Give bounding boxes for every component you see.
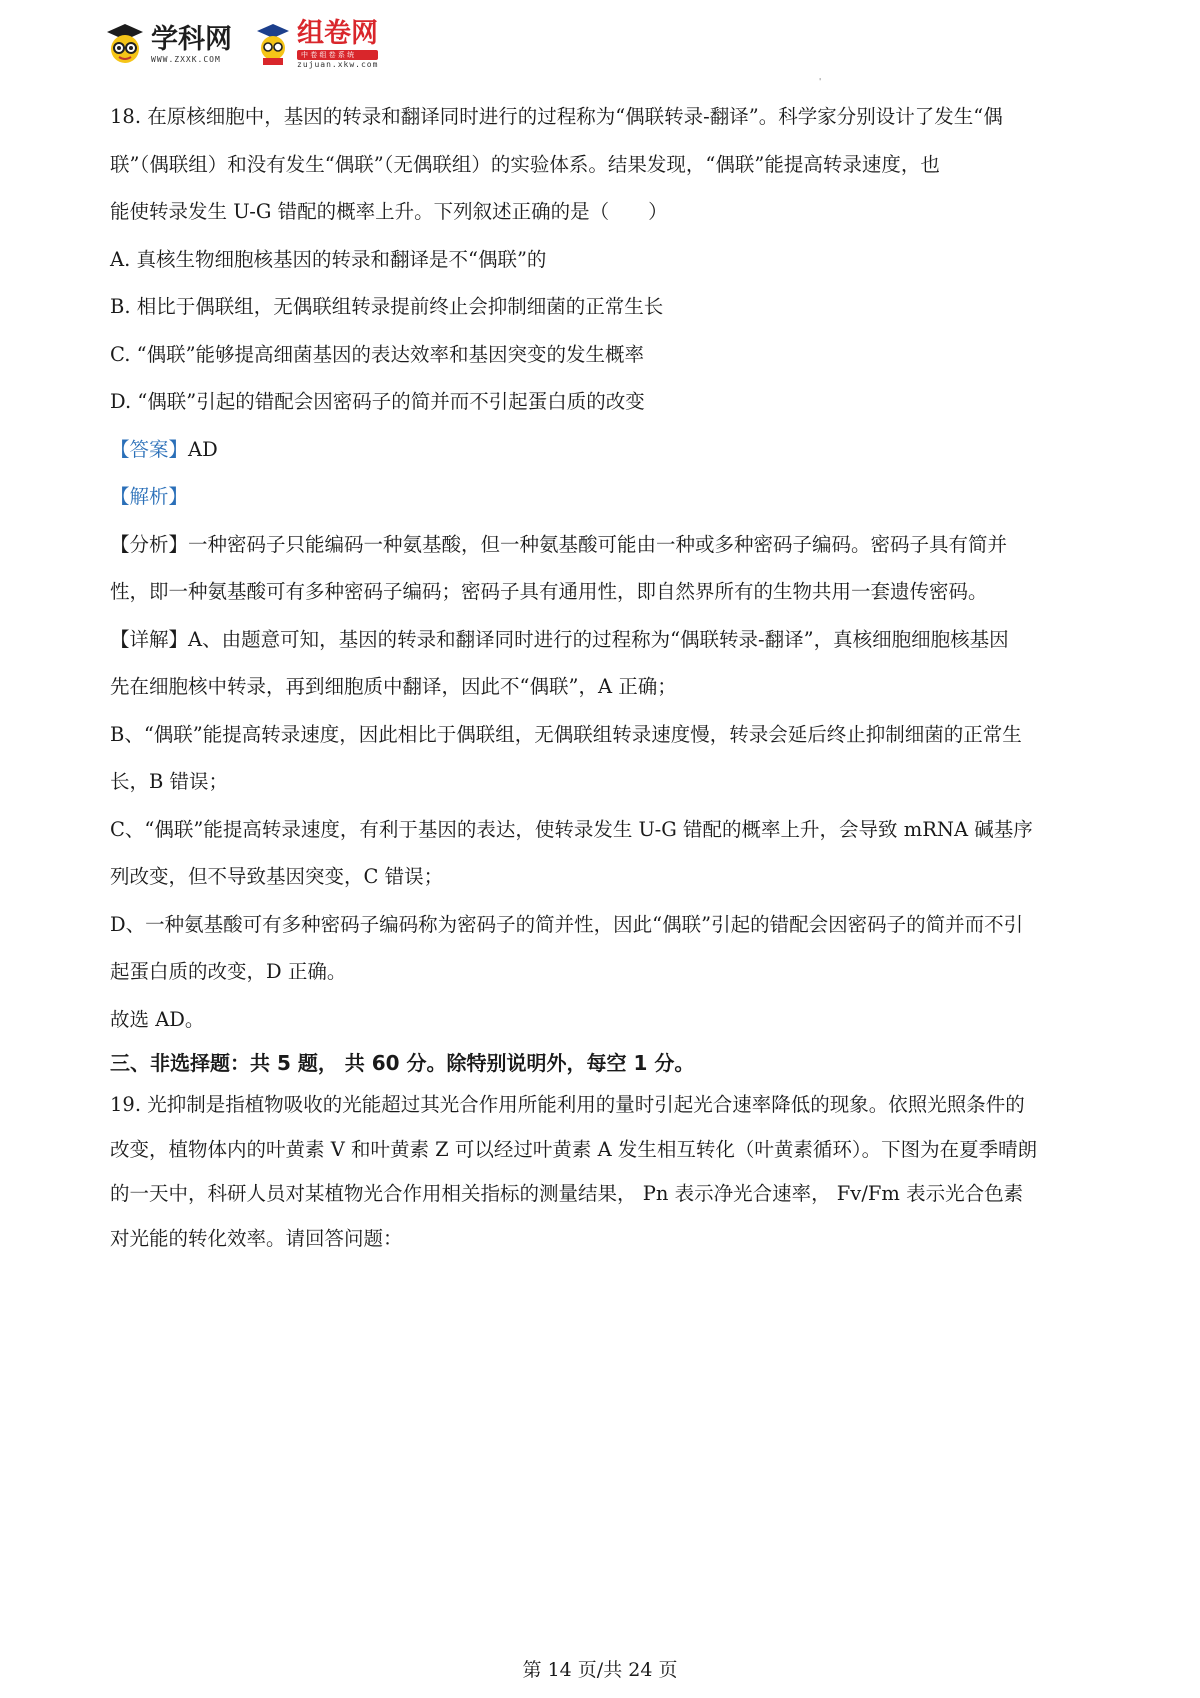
- q18-stem-line-1: 18. 在原核细胞中，基因的转录和翻译同时进行的过程称为“偶联转录-翻译”。科学家分别设计了发生“偶: [110, 105, 1003, 128]
- zujuanwang-logo: [255, 18, 378, 70]
- xiangjie-line-4: 长，B 错误；: [110, 770, 229, 793]
- q18-stem-line-3: 能使转录发生 U-G 错配的概率上升。下列叙述正确的是（ ）: [110, 200, 668, 223]
- zujuanwang-logo-text: 组卷网: [297, 18, 378, 49]
- q19-stem-line-2: 改变，植物体内的叶黄素 V 和叶黄素 Z 可以经过叶黄素 A 发生相互转化（叶黄素循环）。下图为在夏季晴朗: [110, 1137, 1038, 1161]
- zujuanwang-url: zujuan.xkw.com: [297, 60, 379, 69]
- answer-tag: 【答案】: [110, 437, 189, 461]
- xiangjie-line-6: 列改变，但不导致基因突变，C 错误；: [110, 865, 444, 888]
- xiangjie-line-1: 【详解】A、由题意可知，基因的转录和翻译同时进行的过程称为“偶联转录-翻译”，真核细胞细胞核基因: [110, 627, 1009, 651]
- xuekewang-logo: [105, 18, 232, 70]
- xiangjie-line-9: 故选 AD。: [110, 1007, 205, 1031]
- q18-answer: [110, 426, 1100, 474]
- xiangjie-line-7: D、一种氨基酸可有多种密码子编码称为密码子的简并性，因此“偶联”引起的错配会因密码子的简并而不引: [110, 912, 1024, 936]
- mascot-icon: [255, 22, 291, 66]
- xiangjie-line-2: 先在细胞核中转录，再到细胞质中翻译，因此不“偶联”，A 正确；: [110, 675, 677, 698]
- xuekewang-logo-text: 学科网: [151, 23, 232, 55]
- analysis-tag: 【解析】: [110, 485, 189, 508]
- q19-stem-line-1: 19. 光抑制是指植物吸收的光能超过其光合作用所能利用的量时引起光合速率降低的现象。依照光照条件的: [110, 1093, 1025, 1116]
- mascot-icon: [105, 22, 145, 66]
- q19-stem-line-4: 对光能的转化效率。请回答问题：: [110, 1226, 403, 1250]
- page-mark: ': [819, 77, 822, 86]
- q18-stem-line-2: 联”（偶联组）和没有发生“偶联”（无偶联组）的实验体系。结果发现，“偶联”能提高转录速度，也: [110, 152, 940, 176]
- zujuanwang-tagline: 中 卷 组 卷 系 统: [297, 50, 378, 60]
- q18-option-d: D. “偶联”引起的错配会因密码子的简并而不引起蛋白质的改变: [110, 390, 645, 413]
- xiangjie-line-3: B、“偶联”能提高转录速度，因此相比于偶联组，无偶联组转录速度慢，转录会延后终止抑制细菌的正常生: [110, 722, 1022, 746]
- fenxi-line-1: 【分析】一种密码子只能编码一种氨基酸，但一种氨基酸可能由一种或多种密码子编码。密码子具有简并: [110, 532, 1008, 556]
- q19-stem-line-3: 的一天中，科研人员对某植物光合作用相关指标的测量结果， Pn 表示净光合速率， Fv/Fm 表示光合色素: [110, 1182, 1024, 1205]
- q18-option-b: B. 相比于偶联组，无偶联组转录提前终止会抑制细菌的正常生长: [110, 295, 664, 318]
- q18-option-a: A. 真核生物细胞核基因的转录和翻译是不“偶联”的: [110, 247, 547, 271]
- answer-value: AD: [188, 437, 218, 461]
- section-heading: 三、非选择题：共 5 题， 共 60 分。除特别说明外，每空 1 分。: [110, 1051, 695, 1075]
- page-content: [110, 93, 1100, 1261]
- xiangjie-line-8: 起蛋白质的改变，D 正确。: [110, 960, 347, 983]
- page-footer: 第 14 页/共 24 页: [522, 1659, 678, 1681]
- xiangjie-line-5: C、“偶联”能提高转录速度，有利于基因的表达，使转录发生 U-G 错配的概率上升，会导致 mRNA 碱基序: [110, 817, 1033, 841]
- xuekewang-url: WWW.ZXXK.COM: [151, 54, 221, 64]
- fenxi-line-2: 性，即一种氨基酸可有多种密码子编码；密码子具有通用性，即自然界所有的生物共用一套遗传密码。: [110, 580, 988, 603]
- q18-option-c: C. “偶联”能够提高细菌基因的表达效率和基因突变的发生概率: [110, 342, 645, 366]
